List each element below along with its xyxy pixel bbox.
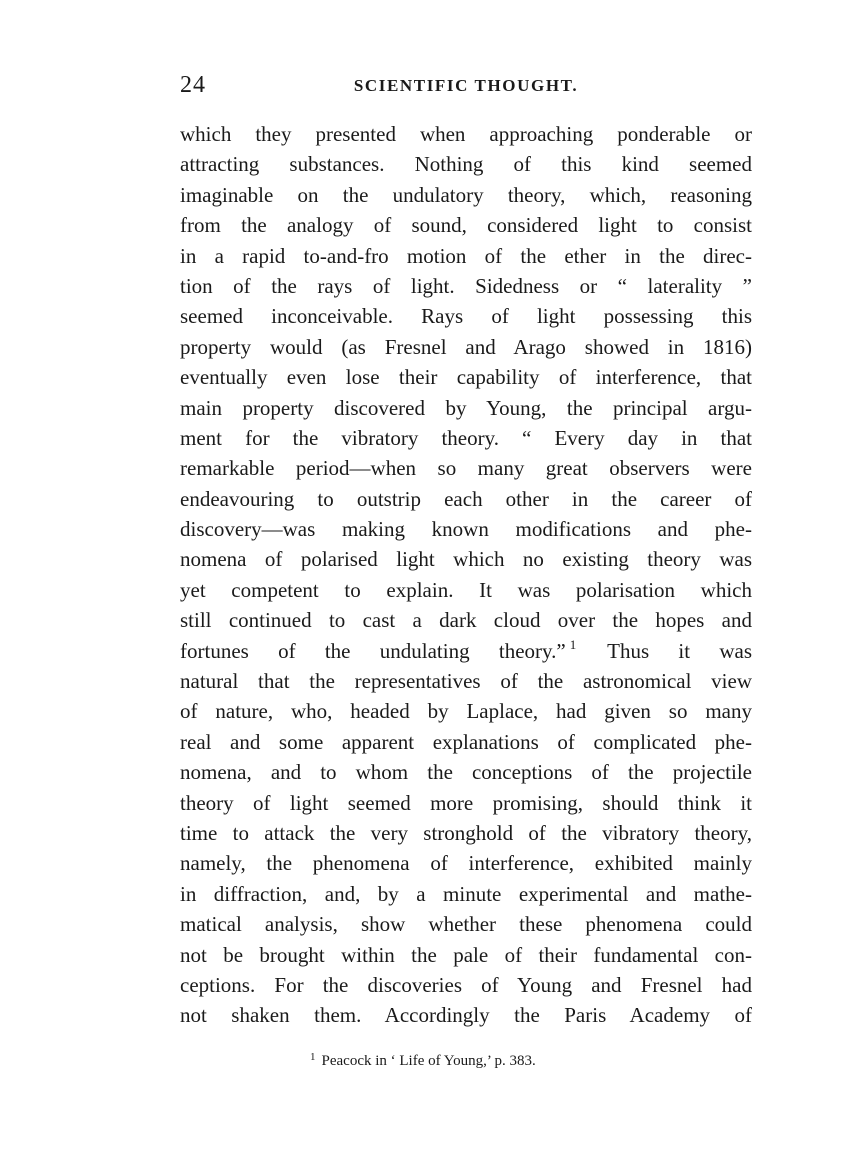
text-line: ceptions. For the discoveries of Young and Fresnel had xyxy=(180,972,752,997)
text-line: nomena of polarised light which no existing theory was xyxy=(180,547,752,572)
text-line: namely, the phenomena of interference, exhibited mainly xyxy=(180,851,752,876)
text-line: remarkable period—when so many great observers were xyxy=(180,456,752,481)
running-head xyxy=(180,70,752,100)
text-line: ment for the vibratory theory. “ Every day in that xyxy=(180,425,752,450)
text-segment: fortunes of the undulating theory.” xyxy=(180,638,566,663)
text-segment: Thus it was xyxy=(607,638,752,663)
body-text xyxy=(180,119,752,1031)
page-number: 24 xyxy=(180,72,206,98)
text-line: yet competent to explain. It was polarisation which xyxy=(180,577,752,602)
text-line: main property discovered by Young, the principal argu- xyxy=(180,395,752,420)
text-line: not be brought within the pale of their fundamental con- xyxy=(180,942,752,967)
text-line: eventually even lose their capability of interference, that xyxy=(180,365,752,390)
text-line: matical analysis, show whether these phenomena could xyxy=(180,912,752,937)
running-title: SCIENTIFIC THOUGHT. xyxy=(353,76,579,95)
text-line: from the analogy of sound, considered light to consist xyxy=(180,213,752,238)
footnote-reference: 1 xyxy=(569,636,577,652)
footnote xyxy=(310,1046,730,1072)
text-line: not shaken them. Accordingly the Paris Academy of xyxy=(180,1003,752,1028)
text-line: nomena, and to whom the conceptions of the projectile xyxy=(180,760,752,785)
text-line: discovery—was making known modifications and phe- xyxy=(180,517,752,542)
text-line: time to attack the very stronghold of the vibratory theory, xyxy=(180,820,752,845)
text-line: property would (as Fresnel and Arago showed in 1816) xyxy=(180,334,752,359)
footnote-text: Peacock in ‘ Life of Young,’ p. 383. xyxy=(321,1053,536,1069)
text-line: still continued to cast a dark cloud over the hopes and xyxy=(180,608,752,633)
text-line: tion of the rays of light. Sidedness or “ laterality ” xyxy=(180,273,752,298)
text-line: real and some apparent explanations of complicated phe- xyxy=(180,729,752,754)
text-line: imaginable on the undulatory theory, which, reasoning xyxy=(180,182,752,207)
footnote-marker: 1 xyxy=(310,1051,316,1063)
text-line: which they presented when approaching ponderable or xyxy=(180,122,752,146)
text-line: natural that the representatives of the astronomical view xyxy=(180,669,752,694)
text-line: in diffraction, and, by a minute experimental and mathe- xyxy=(180,881,752,906)
text-line: seemed inconceivable. Rays of light possessing this xyxy=(180,304,752,329)
text-line: of nature, who, headed by Laplace, had given so many xyxy=(180,699,752,724)
text-line: in a rapid to-and-fro motion of the ether in the direc- xyxy=(180,243,752,268)
text-line: endeavouring to outstrip each other in the career of xyxy=(180,486,752,511)
text-line: theory of light seemed more promising, should think it xyxy=(180,790,752,815)
text-line: attracting substances. Nothing of this kind seemed xyxy=(180,152,752,177)
text-line-with-footnote-ref xyxy=(180,636,752,666)
